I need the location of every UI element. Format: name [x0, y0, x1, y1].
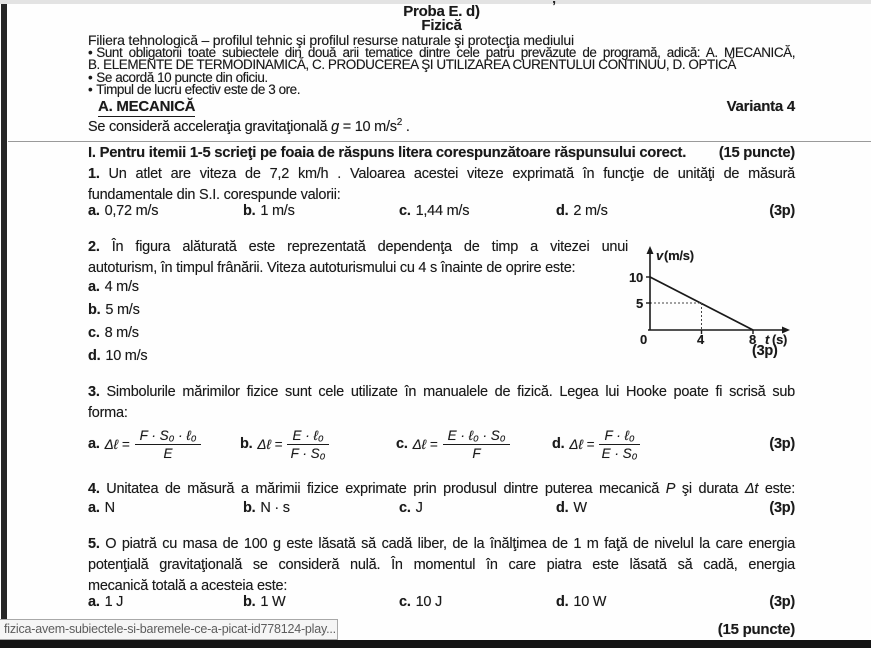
q2-option-d-text: 10 m/s — [105, 348, 148, 364]
part1-points: (15 puncte) — [718, 145, 795, 161]
variant-label: Varianta 4 — [726, 98, 795, 115]
q5-points: (3p) — [769, 594, 795, 610]
q1-points: (3p) — [769, 203, 795, 219]
bullet-icon: • — [88, 82, 93, 97]
q5-option-c-label: c. — [399, 594, 411, 610]
q3-option-a-fraction — [135, 428, 202, 461]
q5-option-a-label: a. — [88, 594, 100, 610]
q5-line-3: mecanică totală a acesteia este: — [88, 578, 288, 594]
q4-option-a-label: a. — [88, 500, 100, 516]
q4-option-a — [88, 500, 115, 516]
left-edge-bar — [1, 4, 7, 640]
q5-option-c-text: 10 J — [415, 594, 443, 610]
q1-option-d-label: d. — [556, 203, 569, 219]
q3-option-d-label: d. — [552, 436, 565, 452]
gravity-note — [88, 119, 795, 135]
section-row — [88, 98, 795, 117]
q1-option-a-text: 0,72 m/s — [104, 203, 159, 219]
gravity-intro: Se consideră acceleraţia gravitaţională — [88, 119, 328, 135]
q4-text-2: şi durata — [681, 481, 739, 497]
q3-option-d-fraction — [599, 428, 639, 461]
q3-option-a-label: a. — [88, 436, 100, 452]
section-title: A. MECANICĂ — [98, 98, 196, 115]
bullet-icon: • — [88, 45, 93, 60]
rules-bullet-3 — [88, 82, 795, 97]
q5-option-d-text: 10 W — [573, 594, 607, 610]
q5-option-a-text: 1 J — [104, 594, 124, 610]
q1-option-c-label: c. — [399, 203, 411, 219]
q1-options-row — [88, 203, 795, 221]
q4-symbol-P: P — [665, 481, 676, 497]
q5-option-a — [88, 594, 123, 610]
section-divider-line — [8, 141, 871, 142]
q2-option-d-label: d. — [88, 348, 101, 364]
q1-text-1: Un atlet are viteza de 7,2 km/h . Valoarea acestei viteze exprimată în funcţie de unităţi de măsură — [108, 166, 795, 182]
q1-option-a-label: a. — [88, 203, 100, 219]
q5-option-c — [399, 594, 442, 610]
exam-title: Proba E. d) — [403, 3, 480, 20]
q2-option-a — [88, 279, 139, 295]
q5-option-d-label: d. — [556, 594, 569, 610]
scan-artifact: ’ — [552, 0, 557, 15]
ytick-5: 5 — [636, 296, 643, 311]
q4-symbol-dt: Δt — [744, 481, 759, 497]
ytick-10: 10 — [629, 270, 643, 285]
bullet-1-text: Sunt obligatorii toate subiectele din două arii tematice dintre cele patru prevăzute de programă, adică: A. MECANICĂ, — [96, 45, 795, 60]
q2-option-d — [88, 348, 147, 364]
q4-option-b-text: N · s — [260, 500, 290, 516]
yaxis-unit: (m/s) — [664, 248, 694, 263]
q2-points: (3p) — [752, 343, 778, 359]
gravity-value: = 10 m/s — [342, 119, 397, 135]
numerator: F · S₀ · ℓ₀ — [135, 428, 202, 445]
q2-option-c — [88, 325, 139, 341]
xaxis-symbol: t — [765, 332, 770, 347]
q4-text-1: Unitatea de măsură a mărimii fizice exprimate prin produsul dintre puterea mecanică — [106, 481, 660, 497]
q2-option-b-label: b. — [88, 302, 101, 318]
q4-option-c-text: J — [415, 500, 423, 516]
gravity-symbol: g — [331, 119, 339, 135]
q1-option-d — [556, 203, 608, 219]
q5-option-b-label: b. — [243, 594, 256, 610]
denominator: E · S₀ — [601, 445, 638, 461]
q4-text-3: este: — [764, 481, 795, 497]
q3-option-a-lhs: Δℓ = — [104, 436, 130, 452]
q3-option-c-label: c. — [396, 436, 408, 452]
yaxis-symbol: v — [656, 248, 663, 263]
q4-option-d-text: W — [573, 500, 587, 516]
q5-options-row — [88, 594, 795, 612]
q3-option-b-lhs: Δℓ = — [257, 436, 283, 452]
q1-option-b — [243, 203, 295, 219]
q4-option-d — [556, 500, 587, 516]
q4-options-row — [88, 500, 795, 518]
part2-points: (15 puncte) — [717, 621, 795, 638]
q4-option-b-label: b. — [243, 500, 256, 516]
q3-option-d — [552, 422, 640, 466]
q3-option-b-fraction — [287, 428, 328, 461]
xtick-8: 8 — [749, 332, 756, 347]
numerator: E · ℓ₀ — [287, 428, 328, 445]
q2-line-1 — [88, 239, 628, 255]
q1-line-2: fundamentale din S.I. corespunde valorii: — [88, 187, 341, 203]
q1-option-b-label: b. — [243, 203, 256, 219]
denominator: F · S₀ — [290, 445, 326, 461]
q2-option-c-text: 8 m/s — [104, 325, 139, 341]
q3-line-1 — [88, 384, 795, 400]
q2-option-b — [88, 302, 140, 318]
q2-option-a-label: a. — [88, 279, 100, 295]
q3-points: (3p) — [769, 436, 795, 452]
q3-option-c-lhs: Δℓ = — [412, 436, 438, 452]
xtick-4: 4 — [697, 332, 704, 347]
q1-option-a — [88, 203, 158, 219]
bullet-icon: • — [88, 70, 93, 85]
q1-option-c — [399, 203, 469, 219]
q5-option-b-text: 1 W — [260, 594, 286, 610]
bullet-2-text: Se acordă 10 puncte din oficiu. — [96, 70, 268, 85]
q3-option-a — [88, 422, 201, 466]
q4-option-a-text: N — [104, 500, 115, 516]
q3-options-row — [88, 422, 795, 466]
q3-option-c — [396, 422, 510, 466]
gravity-period: . — [405, 119, 410, 135]
numerator: E · ℓ₀ · S₀ — [443, 428, 511, 445]
q4-points: (3p) — [769, 500, 795, 516]
q4-option-c-label: c. — [399, 500, 411, 516]
bullet-3-text: Timpul de lucru efectiv este de 3 ore. — [96, 82, 301, 97]
q2-text-1: În figura alăturată este reprezentată dependenţa de timp a vitezei unui — [111, 239, 628, 255]
part1-heading: I. Pentru itemii 1-5 scrieţi pe foaia de răspuns litera corespunzătoare răspunsului corect. — [88, 145, 687, 161]
q1-number: 1. — [88, 166, 100, 182]
q2-option-c-label: c. — [88, 325, 100, 341]
xaxis-unit: (s) — [772, 332, 788, 347]
denominator: E — [163, 445, 173, 461]
exam-document — [88, 0, 795, 640]
q4-option-c — [399, 500, 423, 516]
q5-number: 5. — [88, 536, 100, 552]
status-bar-link-tooltip: fizica-avem-subiectele-si-baremele-ce-a-picat-id778124-play... — [0, 619, 338, 640]
rules-bullet-1-line-2: B. ELEMENTE DE TERMODINAMICĂ, C. PRODUCEREA ŞI UTILIZAREA CURENTULUI CONTINUU, D. OPTICĂ — [88, 57, 736, 72]
q5-option-b — [243, 594, 285, 610]
origin-label: 0 — [640, 332, 647, 347]
q3-text-1: Simbolurile mărimilor fizice sunt cele utilizate în manualele de fizică. Legea lui Hooke poate fi scrisă sub — [106, 384, 795, 400]
part1-heading-row — [88, 145, 795, 161]
q1-option-d-text: 2 m/s — [573, 203, 608, 219]
q3-number: 3. — [88, 384, 100, 400]
q3-option-d-lhs: Δℓ = — [569, 436, 595, 452]
q3-option-c-fraction — [443, 428, 511, 461]
q3-option-b-label: b. — [240, 436, 253, 452]
q4-option-b — [243, 500, 290, 516]
q5-text-1: O piatră cu masa de 100 g este lăsată să cadă liber, de la înălţimea de 1 m faţă de nivelul la care energia — [105, 536, 796, 552]
q4-option-d-label: d. — [556, 500, 569, 516]
q4-line-1 — [88, 481, 795, 497]
q2-number: 2. — [88, 239, 100, 255]
q5-option-d — [556, 594, 606, 610]
q5-line-1 — [88, 536, 795, 552]
q3-line-2: forma: — [88, 405, 128, 421]
q1-line-1 — [88, 166, 795, 182]
velocity-time-graph — [628, 246, 808, 350]
q2-option-b-text: 5 m/s — [105, 302, 140, 318]
q2-option-a-text: 4 m/s — [104, 279, 139, 295]
q1-option-b-text: 1 m/s — [260, 203, 295, 219]
q4-number: 4. — [88, 481, 100, 497]
numerator: F · ℓ₀ — [599, 428, 639, 445]
denominator: F — [472, 445, 481, 461]
gravity-exponent: 2 — [396, 117, 403, 129]
q2-line-2: autoturism, în timpul frânării. Viteza autoturismului cu 4 s înainte de oprire este: — [88, 260, 576, 276]
q5-line-2: potenţială gravitaţională se consideră nulă. În momentul în care piatra este lăsată să cadă, energia — [88, 557, 795, 573]
q1-option-c-text: 1,44 m/s — [415, 203, 470, 219]
bottom-edge-bar — [0, 640, 871, 648]
filiera-line: Filiera tehnologică – profilul tehnic şi profilul resurse naturale şi protecţia mediului — [88, 32, 574, 48]
q3-option-b — [240, 422, 329, 466]
exam-subject: Fizică — [421, 17, 462, 34]
